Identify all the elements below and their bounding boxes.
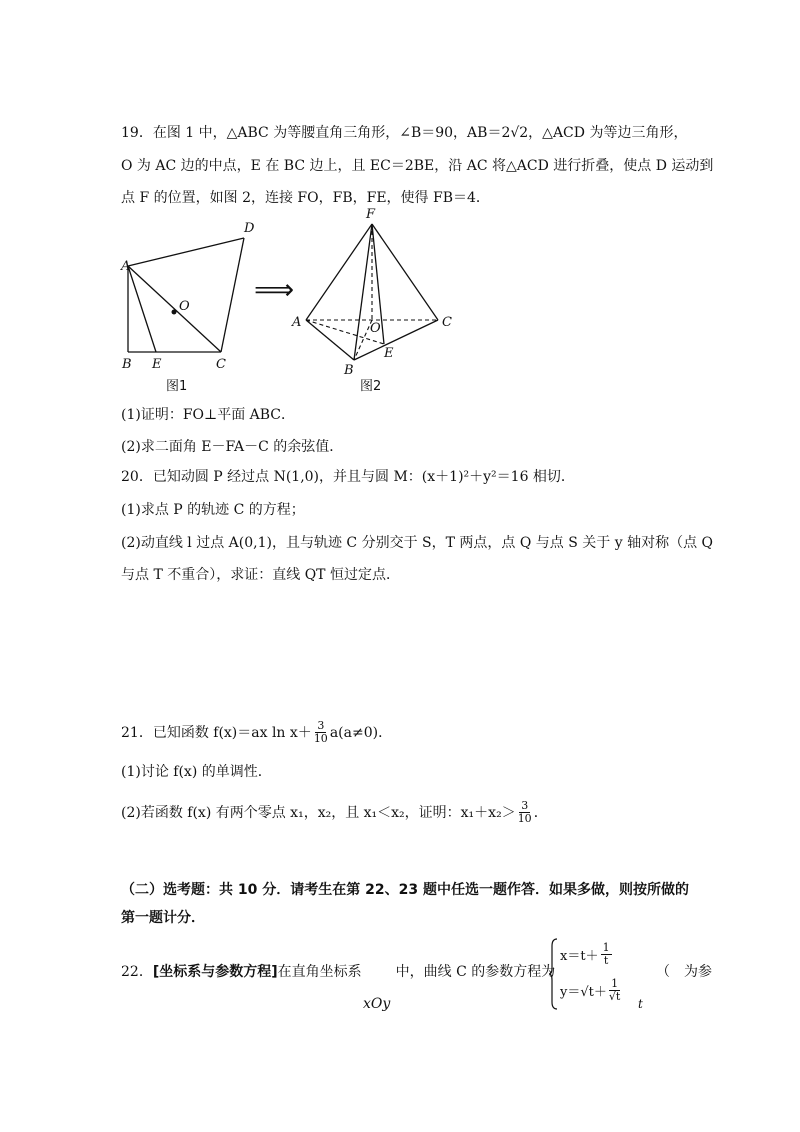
q21-function-def: 21．已知函数 f(x)＝ax ln x＋ <box>121 724 312 741</box>
q21-part2-fraction <box>518 800 532 825</box>
q22-eq1-den: t <box>603 954 609 967</box>
fig1-edge-dc <box>221 238 244 352</box>
q22-line <box>121 962 555 982</box>
q22-eq2-num: 1 <box>611 977 619 990</box>
q20-part2-line2: 与点 T 不重合），求证：直线 QT 恒过定点． <box>121 567 400 583</box>
fig2-edge-fa <box>306 224 372 320</box>
q22-parametric-system <box>548 938 648 1010</box>
fig2-edge-ab <box>306 320 354 360</box>
fig1-label-o: O <box>179 299 190 314</box>
q22-brace-icon <box>548 938 558 1010</box>
q22-tail: （ 为参 <box>656 964 712 980</box>
fig1-edge-ad <box>128 238 244 266</box>
fig2-label-c: C <box>442 315 452 330</box>
section2-line2: 第一题计分． <box>121 910 205 926</box>
fig2-label-e: E <box>384 346 394 361</box>
q20-part2-line1: (2)动直线 l 过点 A(0,1)，且与轨迹 C 分别交于 S，T 两点，点 Q 与点 S 关于 y 轴对称（点 Q <box>121 535 714 551</box>
q21-frac-den: 10 <box>313 732 328 745</box>
fig2-edge-bc <box>354 320 438 360</box>
q22-text1: 在直角坐标系 <box>277 964 362 980</box>
q22-lead: 22． <box>121 964 153 980</box>
fig2-label-o: O <box>370 321 381 336</box>
figure-2 <box>284 204 464 394</box>
q22-param: t <box>638 997 643 1011</box>
fig2-label-b: B <box>344 363 354 378</box>
fig1-point-o <box>172 310 177 315</box>
q22-tag: [坐标系与参数方程] <box>152 964 278 980</box>
fig1-label-d: D <box>244 221 255 236</box>
fig2-edge-fc <box>372 224 438 320</box>
q19-part1: (1)证明：FO⊥平面 ABC． <box>121 407 296 423</box>
figure-1 <box>110 218 270 398</box>
q19-line3: 点 F 的位置，如图 2，连接 FO，FB，FE，使得 FB＝4． <box>121 190 490 206</box>
q22-xoy: xOy <box>363 996 391 1012</box>
q22-text2: 中，曲线 C 的参数方程为 <box>395 964 556 980</box>
fig1-label-c: C <box>216 357 226 372</box>
fig2-label-f: F <box>366 207 376 222</box>
q21-part2-frac-den: 10 <box>517 812 532 825</box>
q22-eq2-frac <box>609 978 620 1003</box>
fig1-label-b: B <box>122 357 132 372</box>
q21-part2-text: (2)若函数 f(x) 有两个零点 x₁，x₂，且 x₁＜x₂，证明：x₁＋x₂＞ <box>121 804 516 821</box>
fig2-caption: 图2 <box>360 379 382 394</box>
implies-arrow: ⟹ <box>254 273 295 306</box>
q20-part1: (1)求点 P 的轨迹 C 的方程； <box>121 502 305 518</box>
q21-part2-tail: ． <box>533 804 548 821</box>
q21-part2 <box>121 800 548 825</box>
q21-line1 <box>121 720 392 745</box>
q22-eq1-frac <box>601 942 612 967</box>
q22-eq1-lhs: x＝t＋ <box>560 949 599 964</box>
q22-eq2-den: √t <box>608 990 621 1003</box>
q19-part2: (2)求二面角 E－FA－C 的余弦值． <box>121 439 344 455</box>
q21-function-tail: a(a≠0)． <box>329 724 393 741</box>
q19-line2: O 为 AC 边的中点，E 在 BC 边上，且 EC＝2BE，沿 AC 将△ACD 进行折叠，使点 D 运动到 <box>121 158 714 174</box>
q21-frac-num: 3 <box>317 719 325 732</box>
section2-line1: （二）选考题：共 10 分．请考生在第 22、23 题中任选一题作答．如果多做，则按所做的 <box>121 882 689 898</box>
fig2-label-a: A <box>292 315 302 330</box>
q21-part2-frac-num: 3 <box>521 799 529 812</box>
q22-eq2-lhs: y＝√t＋ <box>560 985 607 1000</box>
q21-fraction <box>314 720 328 745</box>
q19-line1: 19．在图 1 中，△ABC 为等腰直角三角形，∠B＝90，AB＝2√2，△ACD 为等边三角形， <box>121 125 688 141</box>
fig1-label-e: E <box>152 357 162 372</box>
q20-line1: 20．已知动圆 P 经过点 N(1,0)，并且与圆 M：(x＋1)²＋y²＝16 相切． <box>121 469 575 485</box>
q22-eq1 <box>560 942 612 967</box>
fig1-label-a: A <box>121 259 131 274</box>
q22-eq1-num: 1 <box>602 941 610 954</box>
q21-part1: (1)讨论 f(x) 的单调性． <box>121 764 272 780</box>
q22-eq2 <box>560 978 620 1003</box>
fig1-caption: 图1 <box>166 379 188 394</box>
